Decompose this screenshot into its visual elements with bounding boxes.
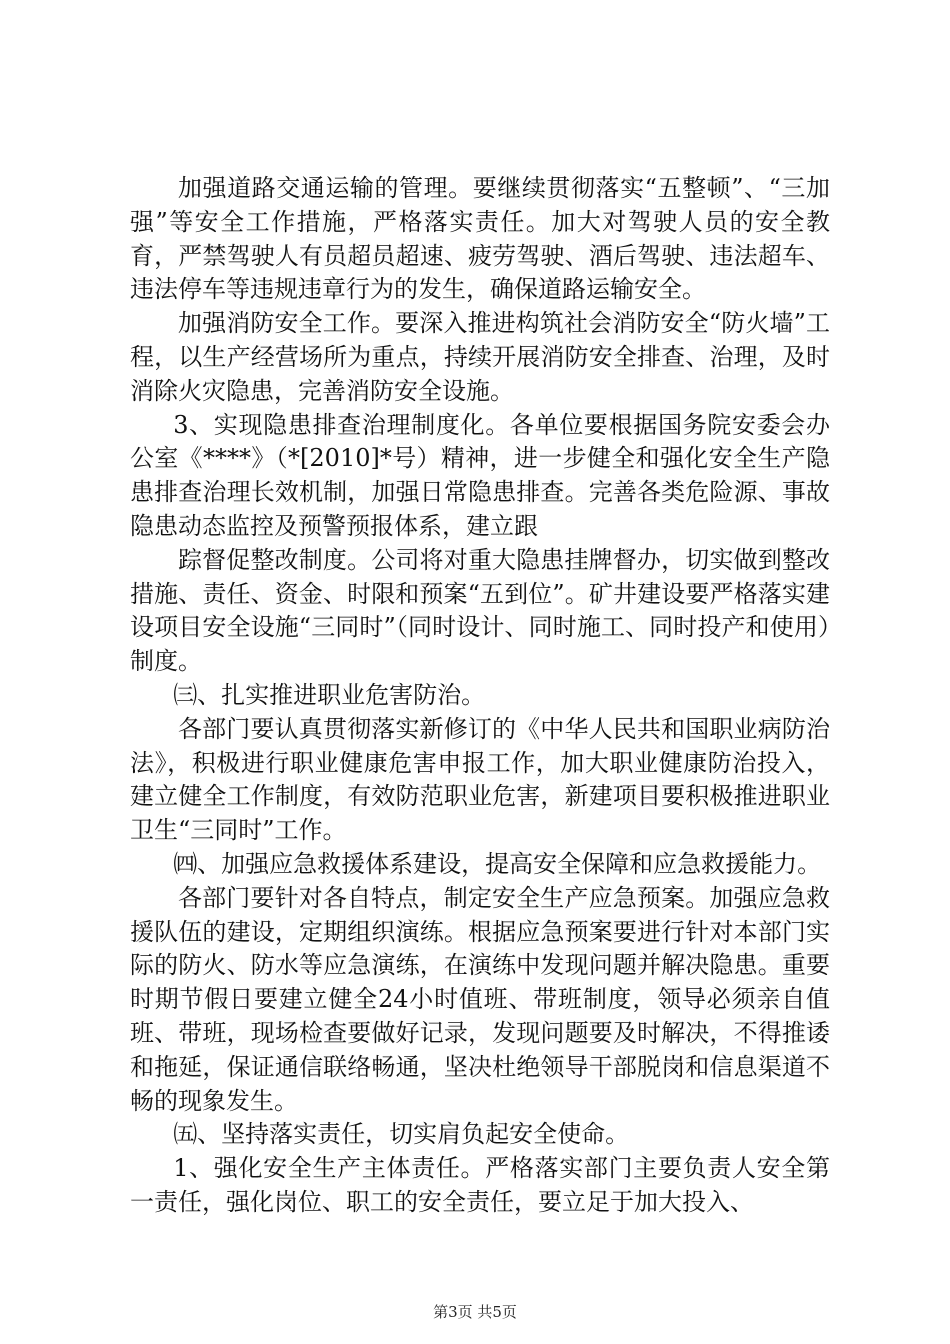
document-body (130, 172, 830, 1220)
paragraph-emergency-plans: 各部门要针对各自特点，制定安全生产应急预案。加强应急救援队伍的建设，定期组织演练。根据应急预案要进行针对本部门实际的防火、防水等应急演练，在演练中发现问题并解决隐患。重要时期节假日要建立健全24小时值班、带班制度，领导必须亲自值班、带班，现场检查要做好记录，发现问题要及时解决，不得推诿和拖延，保证通信联络畅通，坚决杜绝领导干部脱岗和信息渠道不畅的现象发生。 (130, 883, 830, 1115)
paragraph-hazard-inspection: 3、实现隐患排查治理制度化。各单位要根据国务院安委会办公室《****》（*[2010]*号）精神，进一步健全和强化安全生产隐患排查治理长效机制，加强日常隐患排查。完善各类危险源、事故隐患动态监控及预警预报体系，建立跟 (130, 410, 830, 540)
paragraph-occupational-disease-law: 各部门要认真贯彻落实新修订的《中华人民共和国职业病防治法》，积极进行职业健康危害申报工作，加大职业健康防治投入，建立健全工作制度，有效防范职业危害，新建项目要积极推进职业卫生“三同时”工作。 (130, 714, 830, 845)
paragraph-rectification-system: 踪督促整改制度。公司将对重大隐患挂牌督办，切实做到整改措施、责任、资金、时限和预案“五到位”。矿井建设要严格落实建设项目安全设施“三同时”（同时设计、同时施工、同时投产和使用）制度。 (130, 545, 830, 676)
heading-responsibility: ㈤、坚持落实责任，切实肩负起安全使命。 (173, 1120, 630, 1149)
heading-emergency-rescue: ㈣、加强应急救援体系建设，提高安全保障和应急救援能力。 (173, 849, 822, 878)
paragraph-fire-safety: 加强消防安全工作。要深入推进构筑社会消防安全“防火墙”工程，以生产经营场所为重点，持续开展消防安全排查、治理，及时消除火灾隐患，完善消防安全设施。 (130, 309, 830, 405)
page-number-footer: 第3页 共5页 (433, 1303, 517, 1321)
paragraph-road-transport: 加强道路交通运输的管理。要继续贯彻落实“五整顿”、“三加强”等安全工作措施，严格落实责任。加大对驾驶人员的安全教育，严禁驾驶人有员超员超速、疲劳驾驶、酒后驾驶、违法超车、违法停车等违规违章行为的发生，确保道路运输安全。 (130, 174, 830, 304)
heading-occupational-hazard: ㈢、扎实推进职业危害防治。 (173, 680, 486, 709)
paragraph-main-responsibility: 1、强化安全生产主体责任。严格落实部门主要负责人安全第一责任，强化岗位、职工的安全责任，要立足于加大投入、 (130, 1154, 830, 1216)
